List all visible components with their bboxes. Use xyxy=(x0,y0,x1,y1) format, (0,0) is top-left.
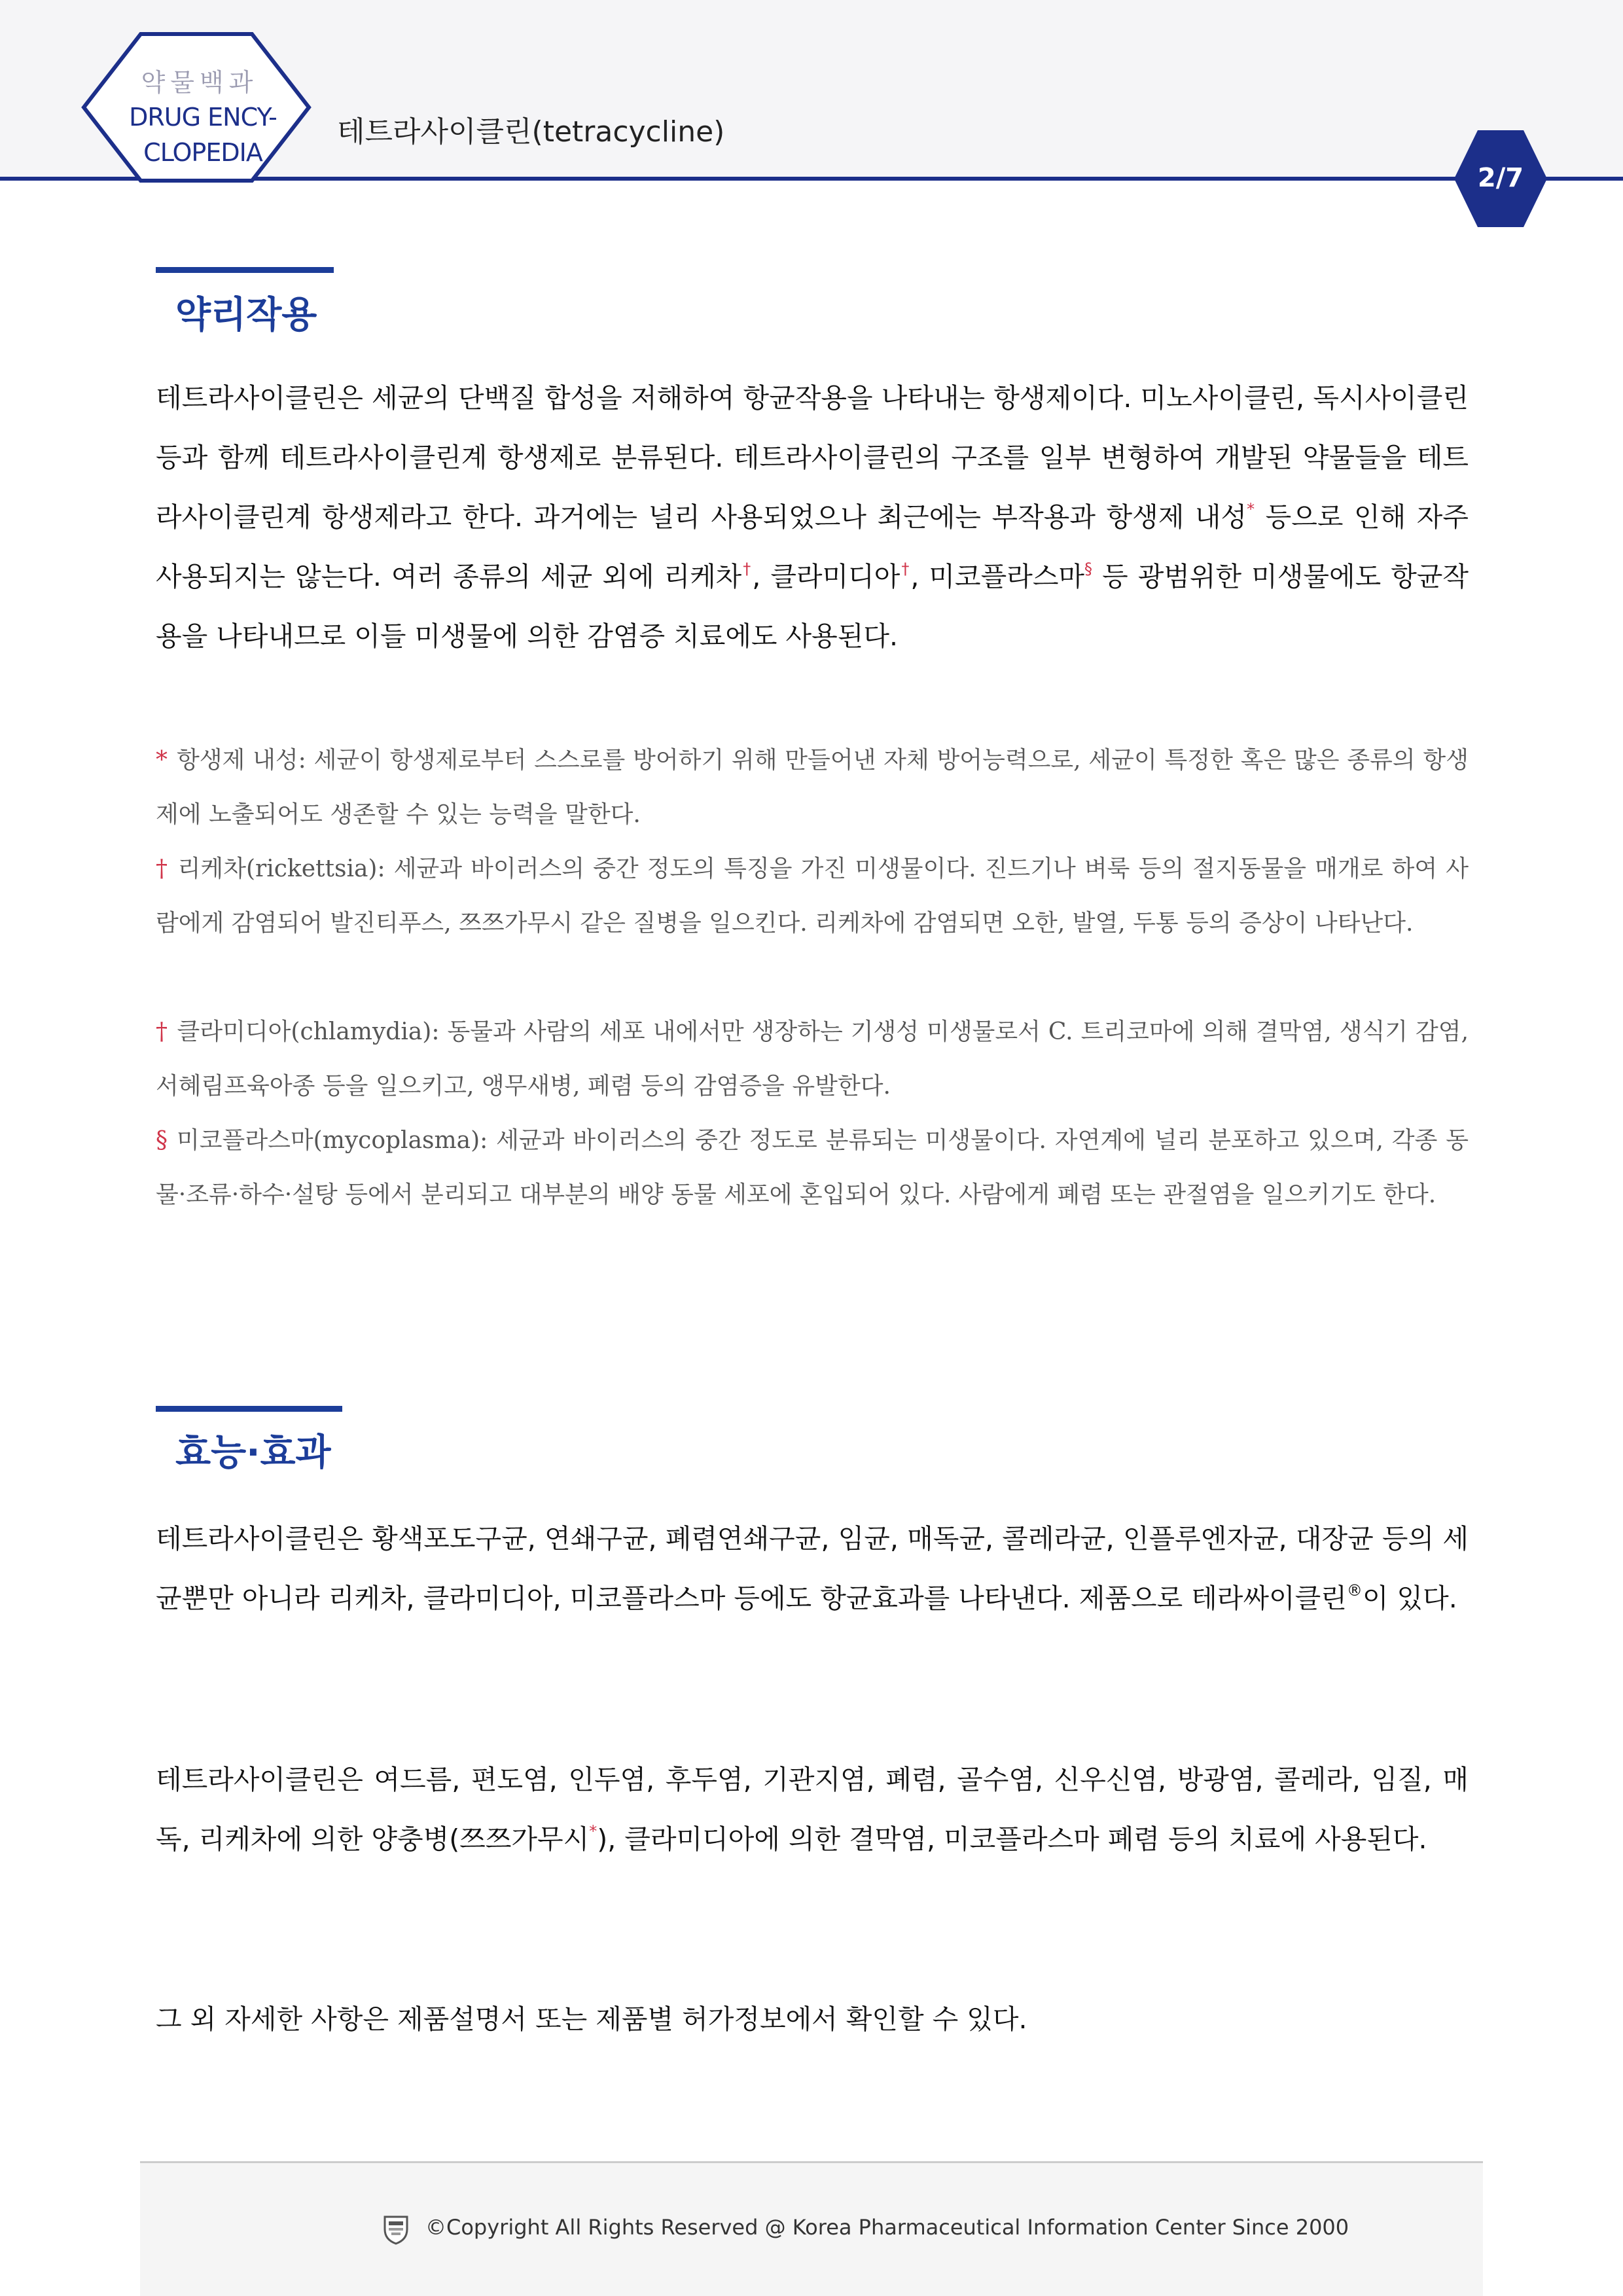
pharmacology-paragraph xyxy=(156,368,1469,666)
logo-korean: 약물백과 xyxy=(141,68,259,97)
footnote-mycoplasma xyxy=(156,1113,1469,1222)
footnote-text: 항생제 내성: 세균이 항생제로부터 스스로를 방어하기 위해 만들어낸 자체 방어능력으로, 세균이 특정한 혹은 많은 종류의 항생제에 노출되어도 생존할 수 있는 능력을 말한다. xyxy=(156,747,1469,828)
efficacy-paragraph-1 xyxy=(156,1509,1469,1628)
section-title-pharmacology: 약리작용 xyxy=(175,294,317,336)
efficacy-text-1b: 이 있다. xyxy=(1362,1583,1457,1614)
efficacy-text-1a: 테트라사이클린은 황색포도구균, 연쇄구균, 폐렴연쇄구균, 임균, 매독균, 콜레라균, 인플루엔자균, 대장균 등의 세균뿐만 아니라 리케차, 클라미디아, 미코플라스마 등에도 항균효과를 나타낸다. 제품으로 테라싸이클린 xyxy=(156,1523,1469,1614)
crest-icon xyxy=(383,2214,409,2245)
footnote-chlamydia xyxy=(156,1005,1469,1113)
logo-english-line1: DRUG ENCY- xyxy=(129,103,277,132)
footnote-resistance xyxy=(156,733,1469,842)
efficacy-text-2b: ), 클라미디아에 의한 결막염, 미코플라스마 폐렴 등의 치료에 사용된다. xyxy=(597,1823,1427,1855)
dagger-mark: † xyxy=(741,560,753,578)
document-title: 테트라사이클린(tetracycline) xyxy=(337,115,725,149)
footnote-rickettsia xyxy=(156,842,1469,950)
logo-english xyxy=(124,99,281,170)
footnote-text: 클라미디아(chlamydia): 동물과 사람의 세포 내에서만 생장하는 기생성 미생물로서 C. 트리코마에 의해 결막염, 생식기 감염, 서혜림프육아종 등을 일으키고, 앵무새병, 폐렴 등의 감염증을 유발한다. xyxy=(156,1018,1469,1100)
section-bar-efficacy xyxy=(156,1406,342,1412)
section-title-efficacy: 효능·효과 xyxy=(175,1431,331,1474)
pharmacology-text-e: 등 광범위한 미생물에도 항균작용을 나타내므로 이들 미생물에 의한 감염증 치료에도 사용된다. xyxy=(156,561,1469,652)
pharmacology-text-a: 테트라사이클린은 세균의 단백질 합성을 저해하여 항균작용을 나타내는 항생제이다. 미노사이클린, 독시사이클린 등과 함께 테트라사이클린계 항생제로 분류된다. 테트라사이클린의 구조를 일부 변형하여 개발된 약물들을 테트라사이클린계 항생제라고 한다. 과거에는 널리 사용되었으나 최근에는 부작용과 항생제 내성 xyxy=(156,382,1469,533)
registered-mark: ® xyxy=(1346,1581,1363,1600)
pharmacology-text-d: , 미코플라스마 xyxy=(910,561,1085,592)
section-bar-pharmacology xyxy=(156,267,334,273)
pharmacology-text-c: , 클라미디아 xyxy=(752,561,901,592)
section-mark: § xyxy=(1084,560,1093,578)
logo-english-line2: CLOPEDIA xyxy=(143,138,262,167)
copyright-text: ©Copyright All Rights Reserved @ Korea Pharmaceutical Information Center Since 2000 xyxy=(425,2215,1349,2240)
efficacy-paragraph-3: 그 외 자세한 사항은 제품설명서 또는 제품별 허가정보에서 확인할 수 있다. xyxy=(156,2003,1027,2035)
asterisk-mark: * xyxy=(589,1822,597,1840)
footer-rule xyxy=(140,2161,1483,2163)
page-number: 2/7 xyxy=(1477,163,1524,193)
footnote-mark: † xyxy=(156,1018,168,1045)
pharmacology-text-b: 등으로 인해 자주 사용되지는 않는다. 여러 종류의 세균 외에 리케차 xyxy=(156,501,1469,592)
dagger-mark-2: † xyxy=(900,560,911,578)
efficacy-paragraph-2 xyxy=(156,1750,1469,1869)
footnote-mark: † xyxy=(156,855,169,882)
footnote-text: 미코플라스마(mycoplasma): 세균과 바이러스의 중간 정도로 분류되는 미생물이다. 자연계에 널리 분포하고 있으며, 각종 동물·조류·하수·설탕 등에서 분리되고 대부분의 배양 동물 세포에 혼입되어 있다. 사람에게 폐렴 또는 관절염을 일으키기도 한다. xyxy=(156,1127,1469,1208)
footnote-mark: § xyxy=(156,1127,168,1154)
footnote-mark: * xyxy=(156,747,168,774)
asterisk-mark: * xyxy=(1247,500,1255,518)
efficacy-text-2a: 테트라사이클린은 여드름, 편도염, 인두염, 후두염, 기관지염, 폐렴, 골수염, 신우신염, 방광염, 콜레라, 임질, 매독, 리케차에 의한 양충병(쯔쯔가무시 xyxy=(156,1764,1469,1855)
footnote-text: 리케차(rickettsia): 세균과 바이러스의 중간 정도의 특징을 가진 미생물이다. 진드기나 벼룩 등의 절지동물을 매개로 하여 사람에게 감염되어 발진티푸스, 쯔쯔가무시 같은 질병을 일으킨다. 리케차에 감염되면 오한, 발열, 두통 등의 증상이 나타난다. xyxy=(156,855,1469,937)
